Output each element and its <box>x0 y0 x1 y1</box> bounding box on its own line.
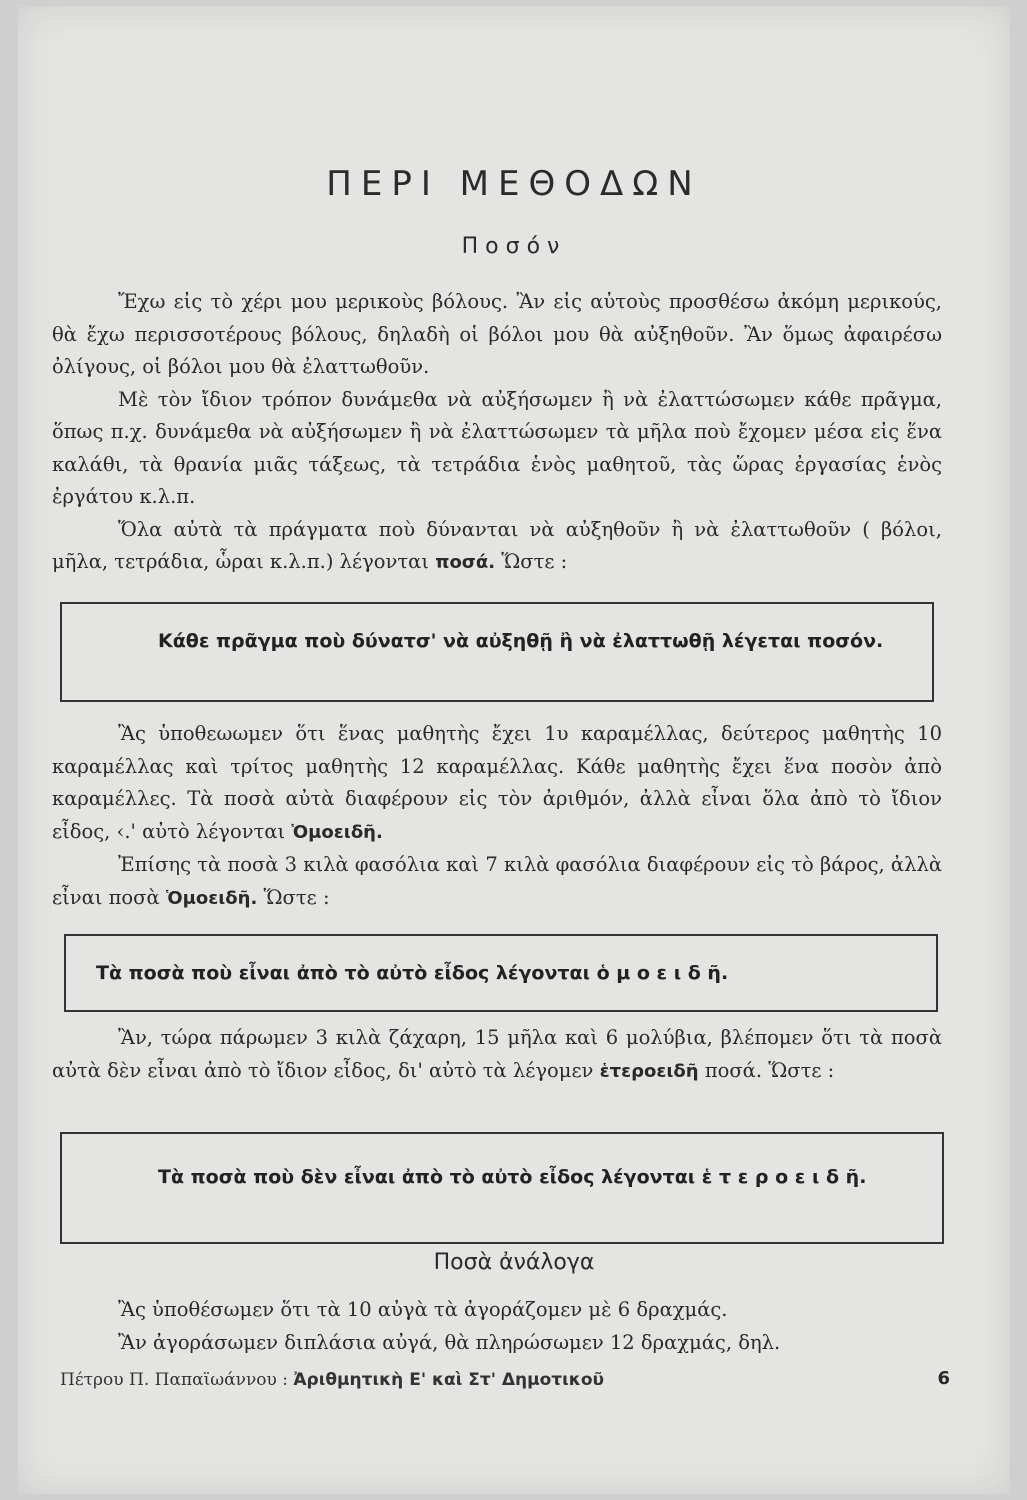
paragraph-3 <box>52 514 942 580</box>
paragraph-2: Μὲ τὸν ἴδιον τρόπον δυνάμεθα νὰ αὐξήσωμεν ἢ νὰ ἐλαττώσωμεν κάθε πρᾶγμα, ὅπως π.χ. δυνάμεθα νὰ αὐξήσωμεν ἢ νὰ ἐλαττώσωμεν τὰ μῆλα ποὺ ἔχομεν μέσα εἰς ἕνα καλάθι, τὰ θρανία μιᾶς τάξεως, τὰ τετράδια ἑνὸς μαθητοῦ, τὰς ὥρας ἐργασίας ἑνὸς ἐργάτου κ.λ.π. <box>52 387 942 508</box>
paragraph-8: Ἂν ἀγοράσωμεν διπλάσια αὐγά, θὰ πληρώσωμεν 12 δραχμάς, δηλ. <box>118 1330 781 1354</box>
paragraph-5-end: Ὥστε : <box>263 885 330 909</box>
paragraph-4 <box>52 718 942 849</box>
paragraph-4-text: Ἂς ὑποθεωωμεν ὅτι ἕνας μαθητὴς ἔχει 1υ καραμέλλας, δεύτερος μαθητὴς 10 καραμέλλας καὶ τρίτος μαθητὴς 12 καραμέλλας. Κάθε μαθητὴς ἔχει ἕνα ποσὸν ἀπὸ καραμέλλες. Τὰ ποσὰ αὐτὰ διαφέρουν εἰς τὸν ἀριθμόν, ἀλλὰ εἶναι ὅλα ἀπὸ τὸ ἴδιον εἶδος, ‹.' αὐτὸ λέγονται <box>52 722 942 843</box>
book-page <box>18 6 1010 1494</box>
footer-book-title: Ἀριθμητικὴ Ε' καὶ Στ' Δημοτικοῦ <box>293 1370 604 1390</box>
bottom-text <box>52 1294 942 1359</box>
term-eteroeidi: ἑτεροειδῆ <box>599 1060 699 1082</box>
page-title: ΠΕΡΙ ΜΕΘΟΔΩΝ <box>326 164 702 204</box>
middle-text <box>52 718 942 915</box>
paragraph-5-text: Ἐπίσης τὰ ποσὰ 3 κιλὰ φασόλια καὶ 7 κιλὰ φασόλια διαφέρουν εἰς τὸ βάρος, ἀλλὰ εἶναι ποσὰ <box>52 853 942 909</box>
definition-box-omoeidi: Τὰ ποσὰ ποὺ εἶναι ἀπὸ τὸ αὐτὸ εἶδος λέγονται ὁ μ ο ε ι δ ῆ. <box>64 934 938 1012</box>
definition-box-eteroeidi: Τὰ ποσὰ ποὺ δὲν εἶναι ἀπὸ τὸ αὐτὸ εἶδος λέγονται ἑ τ ε ρ ο ε ι δ ῆ. <box>60 1132 944 1244</box>
paragraph-5 <box>52 849 942 915</box>
term-posa: ποσά. <box>435 552 496 573</box>
intro-text <box>52 286 942 580</box>
paragraph-6 <box>52 1022 942 1088</box>
paragraph-6-text: Ἂν, τώρα πάρωμεν 3 κιλὰ ζάχαρη, 15 μῆλα καὶ 6 μολύβια, βλέπομεν ὅτι τὰ ποσὰ αὐτὰ δὲν εἶναι ἀπὸ τὸ ἴδιον εἶδος, δι' αὐτὸ τὰ λέγομεν <box>52 1026 942 1082</box>
term-omoeidi: Ὁμοειδῆ. <box>291 821 383 843</box>
paragraph-7: Ἂς ὑποθέσωμεν ὅτι τὰ 10 αὐγὰ τὰ ἀγοράζομεν μὲ 6 δραχμάς. <box>118 1298 728 1321</box>
footer-author: Πέτρου Π. Παπαϊωάννου : <box>60 1370 288 1390</box>
page-number: 6 <box>937 1368 950 1389</box>
paragraph-3-end: Ὥστε : <box>501 550 568 573</box>
page-footer <box>60 1370 960 1390</box>
term-omoeidi-2: Ὁμοειδῆ. <box>165 887 258 909</box>
section-subtitle: Ποσόν <box>461 234 567 259</box>
paragraph-6-end: ποσά. Ὥστε : <box>704 1058 835 1082</box>
lower-text <box>52 1022 942 1088</box>
paragraph-1: Ἔχω εἰς τὸ χέρι μου μερικοὺς βόλους. Ἂν εἰς αὐτοὺς προσθέσω ἀκόμη μερικούς, θὰ ἔχω περισσοτέρους βόλους, δηλαδὴ οἱ βόλοι μου θὰ αὐξηθοῦν. Ἂν ὅμως ἀφαιρέσω ὀλίγους, οἱ βόλοι μου θὰ ἐλαττωθοῦν. <box>52 290 942 378</box>
definition-box-poson: Κάθε πρᾶγμα ποὺ δύνατσ' νὰ αὐξηθῇ ἢ νὰ ἐλαττωθῇ λέγεται ποσόν. <box>60 602 934 702</box>
section-heading-analoga: Ποσὰ ἀνάλογα <box>433 1250 595 1275</box>
paragraph-3-text: Ὅλα αὐτὰ τὰ πράγματα ποὺ δύνανται νὰ αὐξηθοῦν ἢ νὰ ἐλαττωθοῦν ( βόλοι, μῆλα, τετράδια, ὧραι κ.λ.π.) λέγονται <box>52 517 942 573</box>
